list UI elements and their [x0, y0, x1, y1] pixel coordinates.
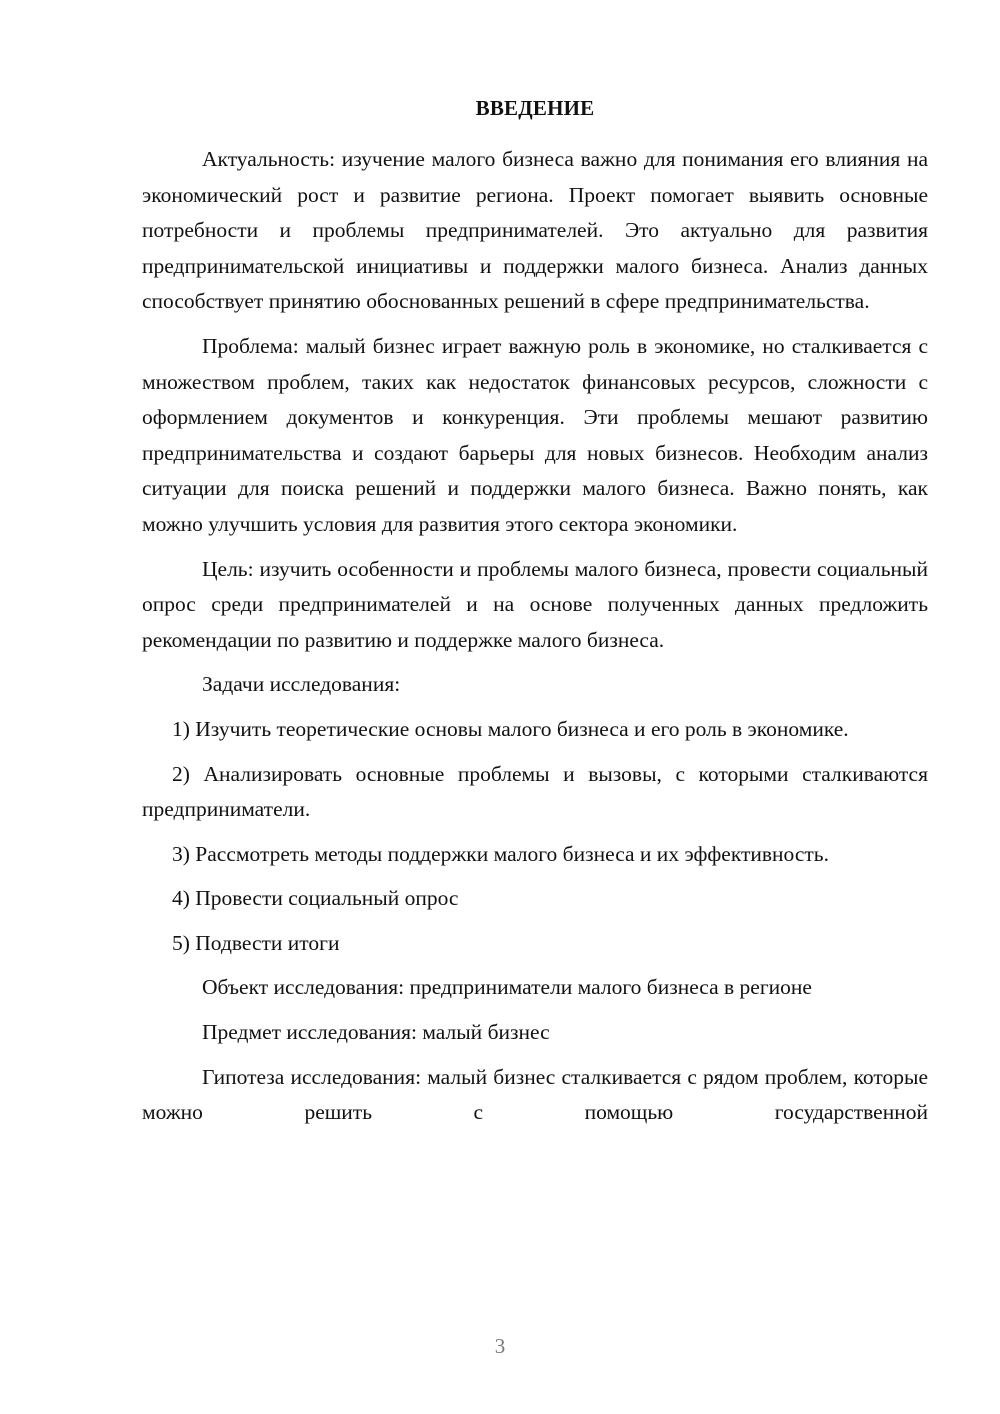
object-paragraph: Объект исследования: предприниматели малого бизнеса в регионе — [202, 975, 812, 1000]
body-text — [142, 142, 928, 1140]
task-item-5: 5) Подвести итоги — [172, 930, 340, 955]
problem-paragraph: Проблема: малый бизнес играет важную роль в экономике, но сталкивается с множеством проблем, таких как недостаток финансовых ресурсов, сложности с оформлением документов и конкуренция. Эти проблемы мешают развитию предпринимательства и создают барьеры для новых бизнесов. Необходим анализ ситуации для поиска решений и поддержки малого бизнеса. Важно понять, как можно улучшить условия для развития этого сектора экономики. — [142, 333, 928, 536]
hypothesis-paragraph: Гипотеза исследования: малый бизнес сталкивается с рядом проблем, которые можно решить с помощью государственной — [142, 1064, 928, 1125]
goal-paragraph: Цель: изучить особенности и проблемы малого бизнеса, провести социальный опрос среди предпринимателей и на основе полученных данных предложить рекомендации по развитию и поддержке малого бизнеса. — [142, 556, 928, 652]
tasks-title: Задачи исследования: — [202, 672, 401, 697]
task-item-3: 3) Рассмотреть методы поддержки малого бизнеса и их эффективность. — [172, 841, 829, 866]
task-item-4: 4) Провести социальный опрос — [172, 886, 459, 911]
relevance-paragraph: Актуальность: изучение малого бизнеса важно для понимания его влияния на экономический рост и развитие региона. Проект помогает выявить основные потребности и проблемы предпринимателей. Это актуально для развития предпринимательской инициативы и поддержки малого бизнеса. Анализ данных способствует принятию обоснованных решений в сфере предпринимательства. — [142, 147, 928, 314]
task-item-2: 2) Анализировать основные проблемы и вызовы, с которыми сталкиваются предприниматели. — [142, 761, 928, 822]
task-item-1: 1) Изучить теоретические основы малого бизнеса и его роль в экономике. — [172, 716, 849, 741]
subject-paragraph: Предмет исследования: малый бизнес — [202, 1020, 550, 1045]
section-heading: ВВЕДЕНИЕ — [475, 96, 595, 120]
page-number: 3 — [494, 1334, 506, 1358]
